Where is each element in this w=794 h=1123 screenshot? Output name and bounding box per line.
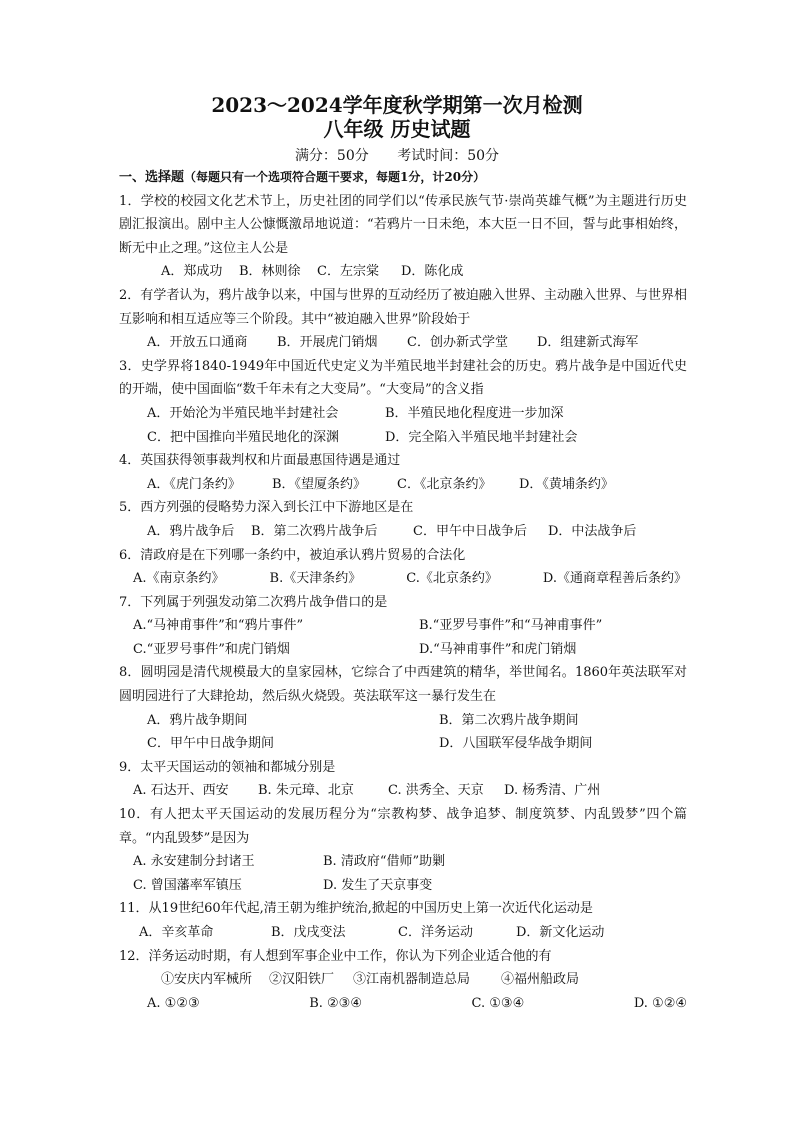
option: C.《北京条约》 <box>406 571 498 587</box>
item: ①安庆内军械所 <box>161 972 253 988</box>
question-stem: 1．学校的校园文化艺术节上，历史社团的同学们以“传承民族气节·崇尚英雄气概”为主题进行历史剧汇报演出。剧中主人公慷慨激昂地说道：“若鸦片一日未绝，本大臣一日不回，誓与此事相始终，断无中止之理。”这位主人公是 <box>119 193 687 256</box>
question-stem: 2．有学者认为，鸦片战争以来，中国与世界的互动经历了被迫融入世界、主动融入世界、与世界相互影响和相互适应等三个阶段。其中“被迫融入世界”阶段始于 <box>119 287 687 327</box>
question-options <box>119 473 687 497</box>
option: C．甲午中日战争后 <box>413 523 527 539</box>
option: D.“马神甫事件”和虎门销烟 <box>419 641 577 657</box>
item: ②汉阳铁厂 <box>269 972 335 988</box>
question-stem: 4．英国获得领事裁判权和片面最惠国待遇是通过 <box>119 453 401 469</box>
exam-title: 2023～2024学年度秋学期第一次月检测 <box>211 93 583 117</box>
option: C．《北京条约》 <box>397 476 492 492</box>
option: A．辛亥革命 <box>139 925 214 940</box>
section-note: （每题只有一个选项符合题干要求，每题1分，计20分） <box>184 170 486 184</box>
option: B.《天津条约》 <box>269 571 362 587</box>
question-stem: 7．下列属于列强发动第二次鸦片战争借口的是 <box>119 594 388 610</box>
option: C．左宗棠 <box>317 264 379 280</box>
question-options <box>119 732 687 756</box>
question-stem: 6．清政府是在下列哪一条约中，被迫承认鸦片贸易的合法化 <box>119 547 466 563</box>
option: D．《黄埔条约》 <box>519 476 614 492</box>
question-options <box>119 402 687 426</box>
option: B．第二次鸦片战争期间 <box>439 712 579 728</box>
item: ③江南机器制造总局 <box>353 972 471 988</box>
option: A.“马神甫事件”和“鸦片事件” <box>133 618 304 634</box>
option: B.“亚罗号事件”和“马神甫事件” <box>419 618 603 634</box>
option: D．陈化成 <box>401 264 464 280</box>
question-stem: 12．洋务运动时期，有人想到军事企业中工作，你认为下列企业适合他的有 <box>119 948 552 964</box>
option: A．鸦片战争期间 <box>147 712 248 728</box>
option: B. 朱元璋、北京 <box>258 783 354 799</box>
question-items <box>119 968 687 992</box>
question-options <box>119 331 687 355</box>
option: B．开展虎门销烟 <box>277 335 378 351</box>
question-stem: 8．圆明园是清代规模最大的皇家园林，它综合了中西建筑的精华，举世闻名。1860年英法联军对圆明园进行了大肆抢劫，然后纵火烧毁。英法联军这一暴行发生在 <box>119 665 687 705</box>
option: B．《望厦条约》 <box>272 476 367 492</box>
option: C. 洪秀全、天京 <box>388 783 484 799</box>
option: C．创办新式学堂 <box>407 335 508 351</box>
option: B．半殖民地化程度进一步加深 <box>385 405 564 421</box>
option: A.《南京条约》 <box>133 571 225 587</box>
exam-meta <box>0 146 794 166</box>
option: A. ①②③ <box>147 995 200 1011</box>
question-stem: 11．从19世纪60年代起,清王朝为维护统治,掀起的中国历史上第一次近代化运动是 <box>119 901 593 917</box>
question-list <box>119 166 687 1015</box>
question-options <box>119 921 687 945</box>
option: B．戊戌变法 <box>271 925 346 940</box>
question-options <box>119 638 687 662</box>
exam-time: 考试时间：50分 <box>397 148 500 164</box>
option: B. 清政府“借师”助剿 <box>323 854 446 870</box>
option: D. 杨秀清、广州 <box>504 783 601 799</box>
option: A．郑成功 <box>161 264 223 280</box>
option: A. 石达开、西安 <box>133 783 229 799</box>
option: A．开始沦为半殖民地半封建社会 <box>147 405 339 421</box>
question-options <box>119 426 687 450</box>
option: C．甲午中日战争期间 <box>147 736 274 752</box>
option: D. ①②④ <box>633 995 687 1011</box>
question-stem: 3．史学界将1840-1949年中国近代史定义为半殖民地半封建社会的历史。鸦片战争是中国近代史的开端，使中国面临“数千年未有之大变局”。“大变局”的含义指 <box>119 358 687 398</box>
question-options <box>119 874 687 898</box>
section-title: 一、选择题 <box>119 170 185 185</box>
option: D．完全陷入半殖民地半封建社会 <box>385 429 578 445</box>
option: B. ②③④ <box>309 995 362 1011</box>
question-options <box>119 850 687 874</box>
option: D. 发生了天京事变 <box>323 877 433 893</box>
question-options <box>119 779 687 803</box>
option: C. 曾国藩率军镇压 <box>133 877 242 893</box>
option: D．中法战争后 <box>548 523 637 539</box>
question-options <box>119 992 687 1016</box>
option: B．林则徐 <box>239 264 301 280</box>
option: A. 永安建制分封诸王 <box>133 854 255 870</box>
option: C.“亚罗号事件”和虎门销烟 <box>133 641 290 657</box>
question-stem: 10．有人把太平天国运动的发展历程分为“宗教构梦、战争追梦、制度筑梦、内乱毁梦”四个篇章。“内乱毁梦”是因为 <box>119 807 687 846</box>
exam-subtitle: 八年级 历史试题 <box>323 117 471 141</box>
question-options <box>119 567 687 591</box>
option: D．八国联军侵华战争期间 <box>439 736 593 752</box>
option: A．鸦片战争后 <box>147 523 235 539</box>
option: C．洋务运动 <box>398 925 473 940</box>
question-stem: 5．西方列强的侵略势力深入到长江中下游地区是在 <box>119 500 414 516</box>
question-stem: 9．太平天国运动的领袖和都城分别是 <box>119 759 336 775</box>
item: ④福州船政局 <box>501 972 580 988</box>
option: B．第二次鸦片战争后 <box>251 523 378 539</box>
question-options <box>119 260 687 284</box>
option: D．新文化运动 <box>516 925 605 940</box>
option: A．《虎门条约》 <box>147 476 241 492</box>
option: C. ①③④ <box>471 995 525 1011</box>
question-options <box>119 520 687 544</box>
section-heading <box>119 166 687 190</box>
option: A．开放五口通商 <box>147 335 248 351</box>
full-score: 满分：50分 <box>294 148 369 164</box>
question-options <box>119 614 687 638</box>
option: D．组建新式海军 <box>537 335 639 351</box>
option: D.《通商章程善后条约》 <box>542 571 687 587</box>
question-options <box>119 709 687 733</box>
option: C．把中国推向半殖民地化的深渊 <box>147 429 339 445</box>
